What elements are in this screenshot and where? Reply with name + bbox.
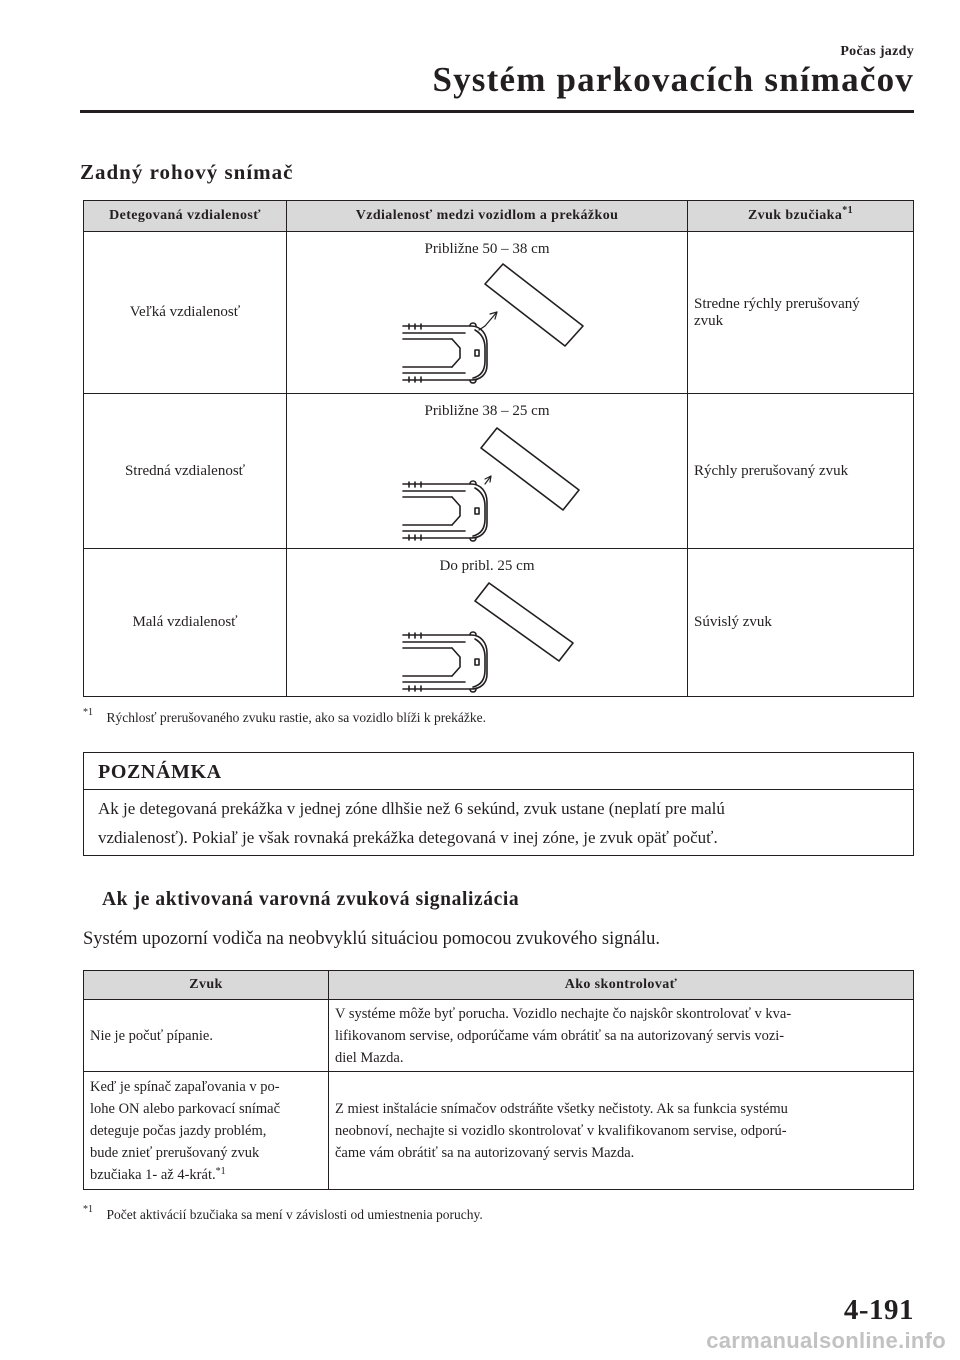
sound-text: Keď je spínač zapaľovania v po-	[90, 1078, 280, 1095]
footnote-text: Rýchlosť prerušovaného zvuku rastie, ako sa vozidlo blíži k prekážke.	[106, 710, 487, 725]
check-text: lifikovanom servise, odporúčame vám obrátiť sa na autorizovaný servis vozi-	[335, 1027, 785, 1044]
note-title: POZNÁMKA	[84, 753, 913, 790]
intro-text: Systém upozorní vodiča na neobvyklú situáciou pomocou zvukového signálu.	[83, 929, 660, 949]
buzzer-sound-text: zvuk	[694, 312, 724, 329]
table-row	[84, 1072, 914, 1190]
section-title: Zadný rohový snímač	[80, 160, 294, 184]
column-header: Zvuk	[84, 971, 329, 1000]
page-number: 4-191	[843, 1294, 914, 1326]
check-text: Z miest inštalácie snímačov odstráňte všetky nečistoty. Ak sa funkcia systému	[335, 1100, 788, 1117]
buzzer-sound-text: Rýchly prerušovaný zvuk	[694, 462, 849, 479]
check-cell	[329, 1072, 914, 1190]
detected-distance-cell: Stredná vzdialenosť	[84, 394, 287, 549]
sound-cell	[84, 1072, 329, 1190]
rear-corner-sensor-illustration	[357, 260, 617, 390]
sound-text: deteguje počas jazdy problém,	[90, 1122, 267, 1139]
detected-distance-cell: Veľká vzdialenosť	[84, 232, 287, 394]
table-row	[84, 549, 914, 697]
distance-cell	[287, 394, 688, 549]
footnote-marker: *1	[215, 1165, 226, 1177]
footnote-marker: *1	[83, 1204, 93, 1215]
check-text: V systéme môže byť porucha. Vozidlo nechajte čo najskôr skontrolovať v kva-	[335, 1005, 792, 1022]
rear-corner-sensor-illustration	[357, 422, 617, 544]
check-text: neobnoví, nechajte si vozidlo skontrolovať v kvalifikovanom servise, odporú-	[335, 1122, 787, 1139]
sound-text: lohe ON alebo parkovací snímač	[90, 1100, 281, 1117]
buzzer-sound-text: Stredne rýchly prerušovaný	[694, 295, 860, 312]
check-text: čame vám obrátiť sa na autorizovaný servis Mazda.	[335, 1144, 635, 1161]
distance-range: Do pribl. 25 cm	[439, 558, 535, 574]
footnote	[83, 1204, 483, 1223]
sound-text: bude znieť prerušovaný zvuk	[90, 1144, 260, 1161]
chapter-label: Počas jazdy	[840, 44, 914, 59]
subsection-title: Ak je aktivovaná varovná zvuková signalizácia	[102, 889, 520, 910]
buzzer-sound-cell	[688, 549, 914, 697]
column-header: Ako skontrolovať	[329, 971, 914, 1000]
sound-text: Nie je počuť pípanie.	[90, 1027, 213, 1044]
footnote	[83, 707, 487, 726]
buzzer-sound-cell	[688, 232, 914, 394]
distance-cell	[287, 232, 688, 394]
table-row	[84, 1000, 914, 1072]
distance-range: Približne 38 – 25 cm	[424, 403, 550, 419]
warning-sound-table	[83, 970, 914, 1190]
sound-cell	[84, 1000, 329, 1072]
note-body	[84, 790, 913, 852]
distance-range: Približne 50 – 38 cm	[424, 241, 550, 257]
page-title: Systém parkovacích snímačov	[432, 60, 914, 99]
table-header-row	[84, 201, 914, 232]
check-text: diel Mazda.	[335, 1049, 404, 1066]
distance-table	[83, 200, 914, 697]
rear-corner-sensor-illustration	[357, 577, 617, 693]
check-cell	[329, 1000, 914, 1072]
column-header: Zvuk bzučiaka$^{*1}$	[688, 201, 914, 232]
table-row	[84, 232, 914, 394]
footnote-marker: *1	[842, 205, 854, 216]
note-line: Ak je detegovaná prekážka v jednej zóne dlhšie než 6 sekúnd, zvuk ustane (neplatí pre malú	[98, 799, 725, 818]
footnote-text: Počet aktivácií bzučiaka sa mení v závislosti od umiestnenia poruchy.	[106, 1207, 483, 1222]
distance-cell	[287, 549, 688, 697]
column-header: Detegovaná vzdialenosť	[84, 201, 287, 232]
table-header-row	[84, 971, 914, 1000]
buzzer-sound-cell	[688, 394, 914, 549]
note-box	[83, 752, 914, 856]
buzzer-sound-text: Súvislý zvuk	[694, 614, 772, 630]
table-row	[84, 394, 914, 549]
detected-distance-cell: Malá vzdialenosť	[84, 549, 287, 697]
column-header: Vzdialenosť medzi vozidlom a prekážkou	[287, 201, 688, 232]
header-divider	[80, 110, 914, 113]
footnote-marker: *1	[83, 707, 93, 718]
watermark: carmanualsonline.info	[706, 1328, 946, 1353]
sound-text: bzučiaka 1- až 4-krát.$^{*1}$	[90, 1165, 226, 1183]
note-line: vzdialenosť). Pokiaľ je však rovnaká prekážka detegovaná v inej zóne, je zvuk opäť počuť.	[98, 828, 718, 847]
